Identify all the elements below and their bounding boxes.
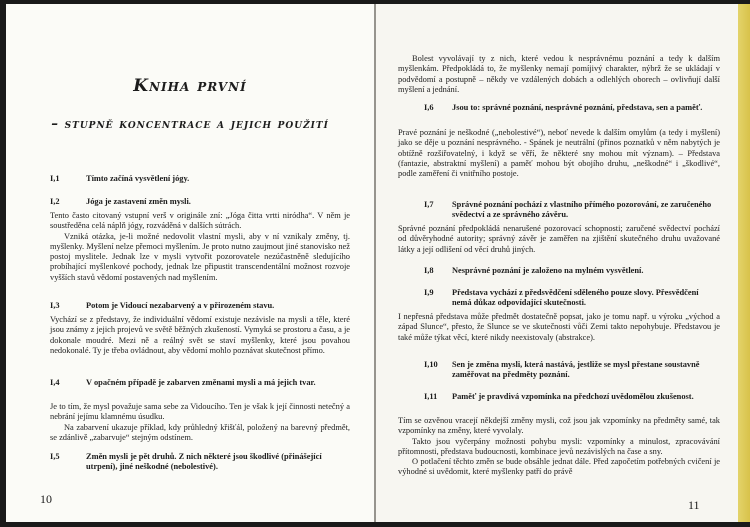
sutra-title: Paměť je pravdivá vzpomínka na předchozí uvědomělou zkušenost. (452, 392, 694, 401)
sutra-number: I,10 (424, 360, 438, 369)
commentary (50, 402, 350, 443)
paragraph: Je to tím, že mysl považuje sama sebe za Vidoucího. Ten je však k její činnosti netečný a nebrání jejímu klamnému úsudku. (50, 402, 350, 422)
sutra-heading (50, 197, 350, 207)
sutra-heading (424, 266, 720, 276)
sutra-heading (424, 288, 720, 309)
sutra-heading (50, 378, 350, 388)
paragraph: Na zabarvení ukazuje příklad, kdy průhledný křišťál, položený na barevný předmět, se zdánlivě „zabarvuje“ stejným odstínem. (50, 422, 350, 442)
sutra-title: Nesprávné poznání je založeno na mylném vysvětlení. (452, 266, 644, 275)
sutra-title: Jsou to: správné poznání, nesprávné poznání, představa, sen a paměť. (452, 103, 703, 112)
paragraph: Takto jsou vyčerpány možnosti pohybu mysli: vzpomínky a minulost, zpracovávání přítomnosti, představa budoucnosti, kombinace jevů nezávislých na čase a sny. (398, 436, 720, 456)
commentary (50, 315, 350, 356)
paragraph: Správné poznání předpokládá nenarušené pozorovací schopnosti; zaručené svědectví pochází od důvěryhodné autority; správný závěr je zaměřen na zjištění skutečného druhu uvažované látky a její odlišení od věcí druhů jiných. (398, 224, 720, 254)
sutra-number: I,9 (424, 288, 434, 297)
commentary (398, 54, 720, 95)
sutra-number: I,2 (50, 197, 60, 206)
sutra-heading (424, 360, 720, 381)
sutra-title: Potom je Vidoucí nezabarvený a v přirozeném stavu. (86, 301, 275, 310)
paragraph: Bolest vyvolávají ty z nich, které vedou k nesprávnému poznání a tedy k dalším myšlenkám. Předpokládá to, že myšlenky nemají pomíjivý charakter, nýbrž že se ukládají v podvědomí a postupně – někdy ve vzdálených dobách a odlehlých oborech – ovlivňují další myšlení a jednání. (398, 54, 720, 94)
paragraph: Tento často citovaný vstupní verš v originále zní: „Jóga čitta vrtti niródha“. V něm je soustředěna celá náplň jógy, rozváděná v dalších sútrách. (50, 211, 350, 231)
paragraph: Tím se ozvěnou vracejí někdejší změny mysli, což jsou jak vzpomínky na předměty samé, tak vzpomínky na změny, které vyvolaly. (398, 416, 720, 436)
paragraph: I nepřesná představa může předmět dostatečně popsat, jako je tomu např. u výroku „východ a západ Slunce“, přesto, že Slunce se ve skutečnosti vůči Zemi takto nepohybuje. Představou je také může týkat věcí, které nikdy neexistovaly (abstrakce). (398, 312, 720, 342)
sutra-number: I,5 (50, 452, 60, 461)
sutra-number: I,8 (424, 266, 434, 275)
page-number: 10 (40, 492, 52, 506)
commentary (398, 312, 720, 343)
sutra-heading (424, 103, 720, 113)
sutra-title: Správné poznání pochází z vlastního přímého pozorování, ze zaručeného svědectví a ze správného závěru. (452, 200, 712, 220)
sutra-heading (50, 301, 350, 311)
sutra-title: Změn mysli je pět druhů. Z nich některé jsou škodlivé (přinášející utrpení), jiné neškodné (nebolestivé). (86, 452, 322, 472)
paragraph: O potlačení těchto změn se bude obsáhle jednat dále. Před započetím potřebných cvičení je výhodné si uvědomit, které myšlenky patří do právě (398, 457, 720, 477)
sutra-number: I,1 (50, 174, 60, 183)
left-page (6, 4, 374, 522)
sutra-title: Představa vychází z předsvědčení sděleného pouze slovy. Přesvědčení nemá důkaz odpovídající skutečnosti. (452, 288, 699, 308)
commentary (398, 128, 720, 179)
sutra-heading (424, 392, 720, 402)
sutra-title: Tímto začíná vysvětlení jógy. (86, 174, 190, 183)
sutra-title: Sen je změna mysli, která nastává, jestliže se mysl přestane soustavně zaměřovat na předměty poznání. (452, 360, 700, 380)
sutra-number: I,3 (50, 301, 60, 310)
chapter-title: Kniha první (133, 76, 247, 96)
sutra-title: Jóga je zastavení změn mysli. (86, 197, 191, 206)
paragraph: Vychází se z představy, že individuální vědomí existuje nezávisle na mysli a těle, které jsou známy z jejich projevů ve světě běžných zkušeností. Vymyká se prostoru a času, a je dokonale moudré. Mezi ně a reálný svět se staví myšlenky, které jsou povahou nedokonalé. Ty je třeba ovládnout, aby vědomí mohlo poznávat skutečnost přímo. (50, 315, 350, 355)
chapter-subtitle: – stupně koncentrace a jejich použití (51, 116, 329, 132)
sutra-number: I,11 (424, 392, 438, 401)
page-number: 11 (688, 498, 700, 512)
sutra-number: I,7 (424, 200, 434, 209)
right-page (376, 4, 738, 522)
sutra-heading (50, 174, 350, 184)
sutra-heading (424, 200, 720, 221)
paragraph: Vzniká otázka, je-li možné nedovolit vlastní mysli, aby v ní vznikaly změny, tj. myšlenky. Myšlení nelze přemoci myšlením. Je proto nutno zaujmout jiné stanovisko než postoj myslitele. Jednak lze v mysli vytvořit pozorovatele nezúčastněně sledujícího probíhající myšlenkové pochody, jednak lze připustit transcendentální možnost rozvoje vyšších stavů vědomí postavených nad myšlením. (50, 231, 350, 282)
paragraph: Pravé poznání je neškodné („nebolestivé“), neboť nevede k dalším omylům (a tedy i myšlení) jako se děje u poznání nesprávného. - Spánek je neutrální (přinos poznatků v něm nabytých je obtížně rozšiřovatelný, i když se věří, že některé sny mohou mít význam). – Představa (fantazie, abstraktní myšlení) a paměť mohou být obojího druhu, „neškodné“ i „škodlivé“, podle zaměření či vnitřního postoje. (398, 128, 720, 179)
commentary (50, 211, 350, 283)
sutra-heading (50, 452, 350, 473)
commentary (398, 416, 720, 478)
sutra-number: I,6 (424, 103, 434, 112)
sutra-title: V opačném případě je zabarven změnami mysli a má jejich tvar. (86, 378, 316, 387)
commentary (398, 224, 720, 255)
book-cover-edge (738, 4, 750, 522)
sutra-number: I,4 (50, 378, 60, 387)
